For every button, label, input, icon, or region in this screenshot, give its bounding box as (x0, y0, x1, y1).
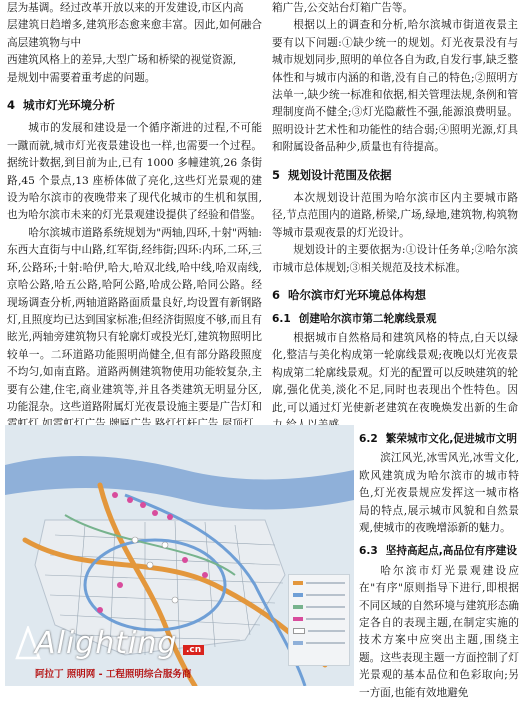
paragraph: 根据以上的调查和分析,哈尔滨城市街道夜景主要有以下问题:①缺少统一的规划。灯光夜景没有与城市规划同步,照明的单位各自为政,自发行事,缺乏整体性和与城市内涵的和谐,没有自己的特色;②照明方法单一,缺少统一标准和依据,相关管理法规,条例和管理制度尚不健全;③灯光隐蔽性不强,能源浪费明显。照明设计艺术性和功能性的结合弱;④照明光源,灯具和附属设备品种少,质量也有待提高。 (272, 19, 518, 154)
section-number: 5 (272, 167, 281, 182)
paragraph: 滨江风光,冰雪风光,冰雪文化,欧风建筑成为哈尔滨市的城市特色,灯光夜景规应发挥这一城市格局的特点,展示城市风貌和自然景观,使城市的夜晚增添新的魅力。 (359, 452, 519, 535)
subsection-title: 坚持高起点,高品位有序建设 (385, 545, 517, 558)
paragraph: 规划设计的主要依据为:①设计任务单;②哈尔滨市城市总体规划;③相关规范及技术标准。 (272, 244, 518, 274)
right-column (272, 0, 518, 434)
watermark-logo (15, 626, 225, 686)
legend-row (293, 627, 345, 635)
paragraph: 箱广告,公交站台灯箱广告等。 (272, 2, 414, 14)
paragraph: 层建筑日趋增多,建筑形态愈来愈丰富。因此,如何融合高层建筑物与中 (7, 19, 262, 49)
paragraph: 哈尔滨城市道路系统规划为"两轴,四环,十射"两轴:东西大直街与中山路,红军街,经纬街;四环:内环,二环,三环,公路环;十射:哈伊,哈大,哈双北线,哈中线,哈双南线,京哈公路,哈五公路,哈阿公路,哈成公路,哈同公路。经现场调查分析,两轴道路路面质量良好,均设置有新钢路灯,且照度均已达到国家标准;但经济街照度不够,而且有眩光,两轴旁建筑物只有轮廓灯或投光灯,建筑物照明比较单一。二环道路功能照明尚健全,但有部分路段照度不均匀,如南直路。道路两侧建筑物使用功能较复杂,主要有公建,住宅,商业建筑等,并且各类建筑无明显分区,功能混杂。这些道路附属灯光夜景设施主要是广告灯和 (7, 226, 262, 413)
paragraph: 城市的发展和建设是一个循序渐进的过程,不可能一蹴而就,城市灯光夜景建设也一样,也需要一个过程。据统计数据,到目前为止,已有 1000 多幢建筑,26 条街路,45 个景点,13 座桥体做了亮化,这些灯光景观的建设为哈尔滨市的夜晚带来了现代化城市的生机和氛围,也为哈尔滨市未来的灯光景观建设提供了经验和借鉴。 (7, 122, 262, 222)
paragraph: 哈尔滨市灯光景观建设应在"有序"原则指导下进行,即根据不同区域的自然环境与建筑形态确定各自的表现主题,在制定实施的技术方案中应突出主题,围绕主题。这些表现主题一方面控制了灯光景观的基本品位和色彩取向;另一方面,也能有效地避免 (359, 564, 519, 699)
subsection-number: 6.1 (272, 312, 291, 325)
paragraph: 是规划中需要着重考虑的问题。 (7, 71, 156, 84)
section-title: 规划设计范围及依据 (288, 167, 392, 182)
section-heading-5 (272, 167, 518, 184)
subsection-title: 繁荣城市文化,促进城市文明 (385, 433, 517, 445)
float-column (359, 425, 519, 702)
legend-row (293, 639, 345, 647)
map-legend (288, 574, 350, 666)
section-heading-4 (7, 97, 262, 114)
subsection-title: 创建哈尔滨市第二轮廓线景观 (298, 312, 437, 325)
paragraph: 层为基调。经过改革开放以来的开发建设,市区内高 (7, 2, 244, 14)
watermark-subtitle: 阿拉丁 照明网 - 工程照明综合服务商 (35, 669, 192, 680)
section-title: 哈尔滨市灯光环境总体构想 (288, 288, 427, 303)
subsection-number: 6.3 (359, 545, 378, 558)
left-column (7, 0, 262, 434)
watermark-domain: .cn (183, 645, 204, 655)
subsection-heading-6-3 (359, 543, 519, 560)
legend-row (293, 615, 345, 623)
subsection-heading-6-2 (359, 431, 519, 448)
section-number: 4 (7, 98, 16, 113)
legend-row (293, 591, 345, 599)
subsection-heading-6-1 (272, 311, 518, 328)
city-lighting-map-figure (5, 425, 354, 686)
section-title: 城市灯光环境分析 (23, 98, 116, 113)
section-number: 6 (272, 288, 281, 303)
legend-row (293, 603, 345, 611)
watermark-brand: Alighting (35, 626, 178, 661)
paragraph: 本次规划设计范围为哈尔滨市区内主要城市路径,节点范围内的道路,桥梁,广场,绿地,建筑物,构筑物等城市景观夜景的灯光设计。 (272, 192, 518, 239)
paragraph: 西建筑风格上的差异,大型广场和桥梁的视觉资源, (7, 54, 237, 67)
paragraph: 根据城市自然格局和建筑风格的特点,白天以绿化,整洁与美化构成第一轮廓线景观;夜晚以灯光夜景构成第二轮廓线景观。灯光的配置可以反映建筑的轮廓,强化优美,淡化不足,同时也表现出个性特色。因此,可以通过灯光使新老建筑在夜晚焕发出新的生命 (272, 331, 518, 414)
subsection-number: 6.2 (359, 433, 378, 445)
section-heading-6 (272, 287, 518, 304)
legend-row (293, 579, 345, 587)
